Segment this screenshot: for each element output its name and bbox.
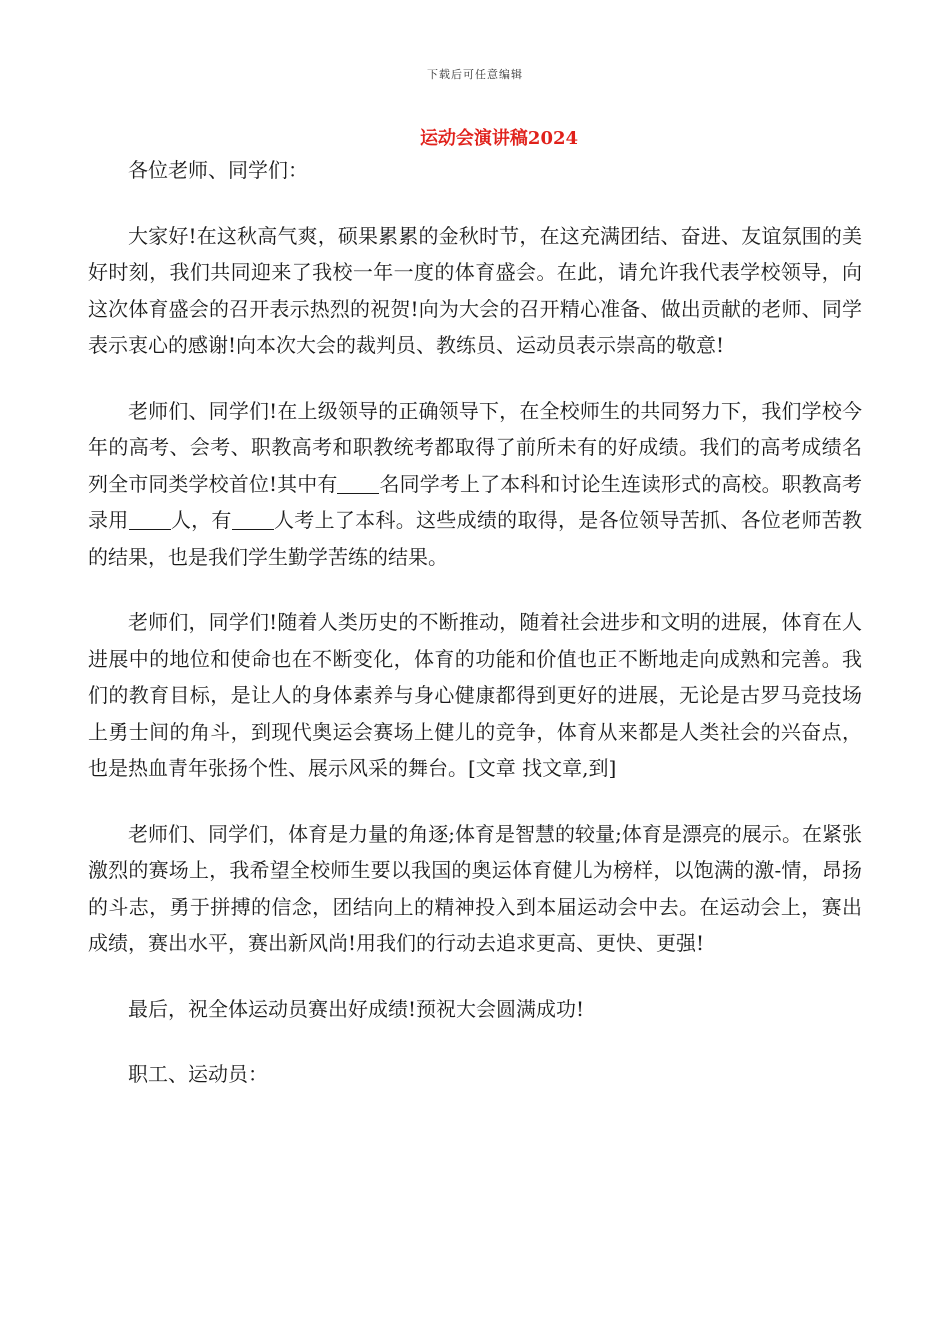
blank-underline [129, 509, 171, 530]
paragraph-3: 老师们，同学们!随着人类历史的不断推动，随着社会进步和文明的进展，体育在人进展中的地位和使命也在不断变化，体育的功能和价值也正不断地走向成熟和完善。我们的教育目标，是让人的身体素养与身心健康都得到更好的进展，无论是古罗马竞技场上勇士间的角斗，到现代奥运会赛场上健儿的竞争，体育从来都是人类社会的兴奋点，也是热血青年张扬个性、展示风采的舞台。[文章 找文章,到] [88, 610, 862, 780]
paragraph-2 [88, 393, 862, 576]
document-title: 运动会演讲稿2024 [419, 128, 579, 149]
header-note: 下载后可任意编辑 [427, 68, 523, 81]
paragraph-4: 老师们、同学们，体育是力量的角逐;体育是智慧的较量;体育是漂亮的展示。在紧张激烈的赛场上，我希望全校师生要以我国的奥运体育健儿为榜样，以饱满的激-情，昂扬的斗志，勇于拼搏的信念，团结向上的精神投入到本届运动会中去。在运动会上，赛出成绩，赛出水平，赛出新风尚!用我们的行动去追求更高、更快、更强! [88, 821, 862, 955]
paragraph-5: 最后，祝全体运动员赛出好成绩!预祝大会圆满成功! [128, 996, 585, 1021]
blank-underline [232, 509, 274, 530]
paragraph-2-part-d: 人考上了本科。这些成绩的取得，是各位领导苦抓、各位老师苦教的结果，也是我们学生勤学苦练的结果。 [88, 508, 863, 569]
paragraph-2-part-c: 人，有 [170, 508, 232, 532]
blank-underline [337, 473, 379, 494]
closing-line: 职工、运动员： [128, 1062, 268, 1086]
paragraph-1: 大家好!在这秋高气爽，硕果累累的金秋时节，在这充满团结、奋进、友谊氛围的美好时刻，我们共同迎来了我校一年一度的体育盛会。在此，请允许我代表学校领导，向这次体育盛会的召开表示热烈的祝贺!向为大会的召开精心准备、做出贡献的老师、同学表示衷心的感谢!向本次大会的裁判员、教练员、运动员表示崇高的敬意! [88, 223, 862, 357]
document-body [88, 152, 862, 1122]
salutation: 各位老师、同学们： [128, 158, 308, 182]
paragraph-2-part-a: 老师们、同学们!在上级领导的正确领导下，在全校师生的共同努力下，我们学校今年的高考、会考、职教高考和职教统考都取得了前所未有的好成绩。我们的高考成绩名列全市同类学校首位!其中有 [88, 398, 862, 496]
paragraph-2-part-b: 名同学考上了本科和讨论生连读形式的高校。职教高考录用 [88, 471, 863, 532]
